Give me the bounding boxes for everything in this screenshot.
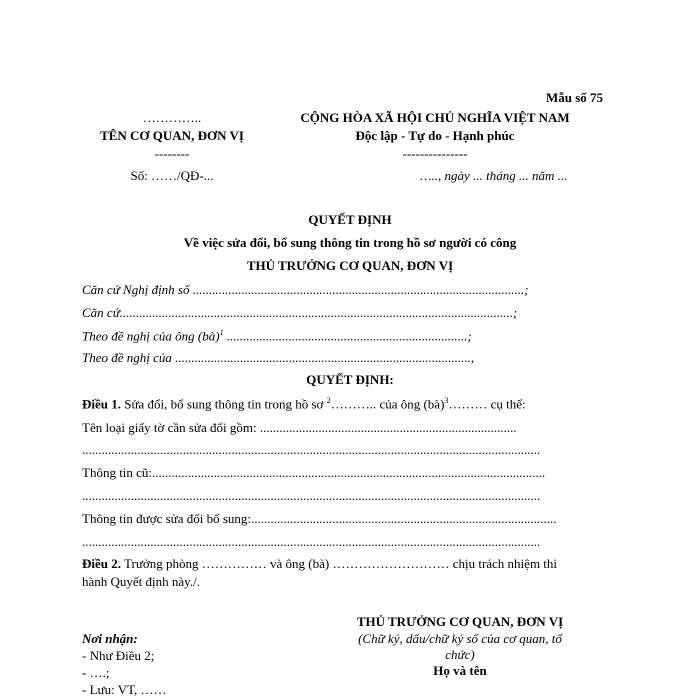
article-1-line: ............................................................................................................................................. <box>82 442 541 457</box>
document-number: Số: ……/QĐ-... <box>130 168 214 183</box>
basis-line: Theo đề nghị của ..........................................................................................., <box>82 350 475 365</box>
left-header-dots: ………….. <box>142 110 202 125</box>
basis-line: Theo đề nghị của ông (bà)$^1$ ..........................................................................; <box>82 328 472 344</box>
article-1-line: ............................................................................................................................................. <box>82 534 541 549</box>
decision-heading: QUYẾT ĐỊNH: <box>306 372 394 387</box>
issuing-authority: THỦ TRƯỞNG CƠ QUAN, ĐƠN VỊ <box>246 258 454 273</box>
nation-title: CỘNG HÒA XÃ HỘI CHỦ NGHĨA VIỆT NAM <box>300 110 570 125</box>
article-1-line: ............................................................................................................................................. <box>82 488 541 503</box>
recipient-item: - Lưu: VT, …… <box>82 682 167 697</box>
recipients-heading: Nơi nhận: <box>82 631 138 646</box>
recipient-item: - ….; <box>82 665 110 680</box>
right-header-rule: --------------- <box>402 146 468 161</box>
document-subject: Về việc sửa đổi, bổ sung thông tin trong hồ sơ người có công <box>183 235 517 250</box>
signer-title: THỦ TRƯỞNG CƠ QUAN, ĐƠN VỊ <box>356 614 564 629</box>
national-motto: Độc lập - Tự do - Hạnh phúc <box>355 128 515 143</box>
left-header-rule: -------- <box>154 146 190 161</box>
article-1-line: Tên loại giấy tờ cần sửa đổi gồm: ............................................................................... <box>82 420 517 435</box>
signature-note: chức) <box>445 647 475 662</box>
article-2: Điều 2. Trưởng phòng …………… và ông (bà) ……………………… chịu trách nhiệm thi <box>82 556 558 571</box>
document-date: ….., ngày ... tháng ... năm ... <box>420 168 568 183</box>
organization-name: TÊN CƠ QUAN, ĐƠN VỊ <box>100 128 244 143</box>
recipient-item: - Như Điều 2; <box>82 648 155 663</box>
basis-line: Căn cứ Nghị định số ......................................................................................................; <box>82 282 529 297</box>
article-2-line: hành Quyết định này./. <box>82 574 200 589</box>
document-title: QUYẾT ĐỊNH <box>308 212 392 227</box>
article-1: Điều 1. Sửa đổi, bổ sung thông tin trong hồ sơ $^2$……….. của ông (bà)$^3$……… cụ thể: <box>82 396 526 412</box>
article-1-line: Thông tin cũ:......................................................................................................................... <box>82 465 546 480</box>
form-number: Mẫu số 75 <box>546 90 604 105</box>
signature-note: (Chữ ký, dấu/chữ ký số của cơ quan, tổ <box>358 631 562 646</box>
article-1-line: Thông tin được sửa đổi bổ sung:.............................................................................................. <box>82 511 557 526</box>
signer-name: Họ và tên <box>433 663 487 678</box>
basis-line: Căn cứ.........................................................................................................................; <box>82 305 518 320</box>
